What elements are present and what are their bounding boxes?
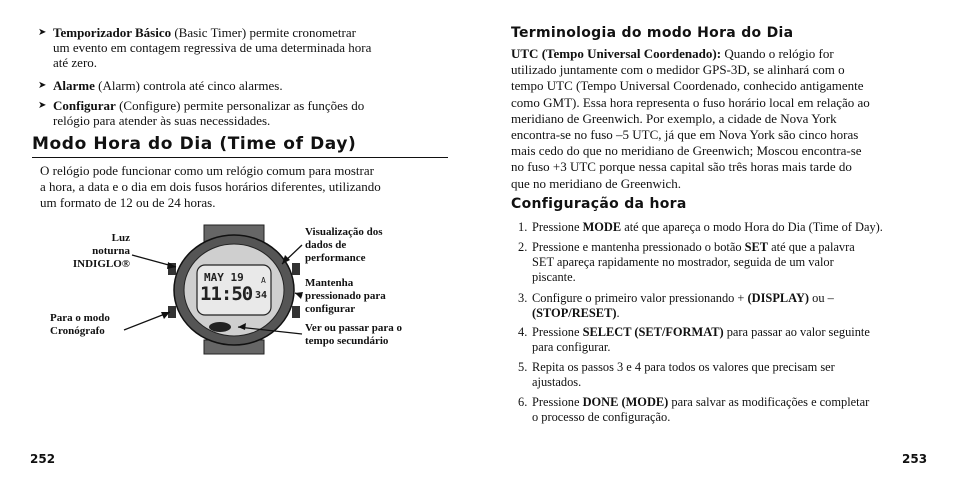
step-2: 2. Pressione e mantenha pressionado o botão SET até que a palavra SET apareça rapidamente no mostrador, seguida de um valor piscante. (518, 240, 855, 284)
arrow-bullet-icon: ➤ (38, 80, 47, 91)
callout-secondary-time: Ver ou passar para o tempo secundário (305, 322, 402, 347)
step-5: 5. Repita os passos 3 e 4 para todos os valores que precisam ser ajustados. (518, 360, 835, 389)
watch-display-time: 11:50 (200, 283, 253, 305)
bullet-alarm: ➤ Alarme (Alarm) controla até cinco alarmes. (38, 78, 283, 93)
step-4: 4. Pressione SELECT (SET/FORMAT) para passar ao valor seguinte para configurar. (518, 325, 870, 354)
callout-performance: Visualização dos dados de performance (305, 226, 383, 264)
heading-terminology: Terminologia do modo Hora do Dia (511, 25, 794, 41)
intro-paragraph: O relógio pode funcionar como um relógio comum para mostrar a hora, a data e o dia em dois fusos horários diferentes, utilizando um formato de 12 ou de 24 horas. (40, 163, 381, 210)
callout-configure: Mantenha pressionado para configurar (305, 277, 386, 315)
watch-display-sub: A (261, 276, 266, 285)
heading-time-setup: Configuração da hora (511, 196, 687, 212)
bullet-basic-timer: ➤ Temporizador Básico (Basic Timer) permite cronometrar um evento em contagem regressiva de uma determinada hora até zero. (38, 25, 372, 70)
utc-paragraph: UTC (Tempo Universal Coordenado): Quando o relógio for utilizado juntamente com o medidor GPS-3D, se alinhará com o tempo UTC (Tempo Universal Coordenado, conhecido antigamente como GMT). Essa hora representa o fuso horário local em relação ao meridiano de Greenwich. Por exemplo, a cidade de Nova York encontra-se no fuso –5 UTC, já que em Nova York são cinco horas mais cedo do que no meridiano de Greenwich; Moscou encontra-se no fuso +3 UTC porque nessa capital são três horas mais tarde do que no meridiano de Greenwich. (511, 46, 870, 191)
watch-display-date: MAY 19 (204, 271, 244, 284)
callout-indiglo: Luz noturna INDIGLO® (72, 232, 130, 270)
page-number-left: 252 (30, 452, 56, 466)
watch-display-seconds: 34 (255, 290, 268, 301)
step-6: 6. Pressione DONE (MODE) para salvar as modificações e completar o processo de configuração. (518, 395, 870, 424)
bullet-configure: ➤ Configurar (Configure) permite personalizar as funções do relógio para atender às suas necessidades. (38, 98, 365, 128)
page-number-right: 253 (902, 452, 928, 466)
arrow-bullet-icon: ➤ (38, 100, 47, 111)
callout-chronograph: Para o modo Cronógrafo (50, 312, 110, 337)
section-heading-time-of-day: Modo Hora do Dia (Time of Day) (32, 134, 448, 158)
step-3: 3. Configure o primeiro valor pressionando + (DISPLAY) ou – (STOP/RESET). (518, 291, 834, 320)
step-1: 1. Pressione MODE até que apareça o modo Hora do Dia (Time of Day). (518, 220, 883, 234)
arrow-bullet-icon: ➤ (38, 27, 47, 38)
